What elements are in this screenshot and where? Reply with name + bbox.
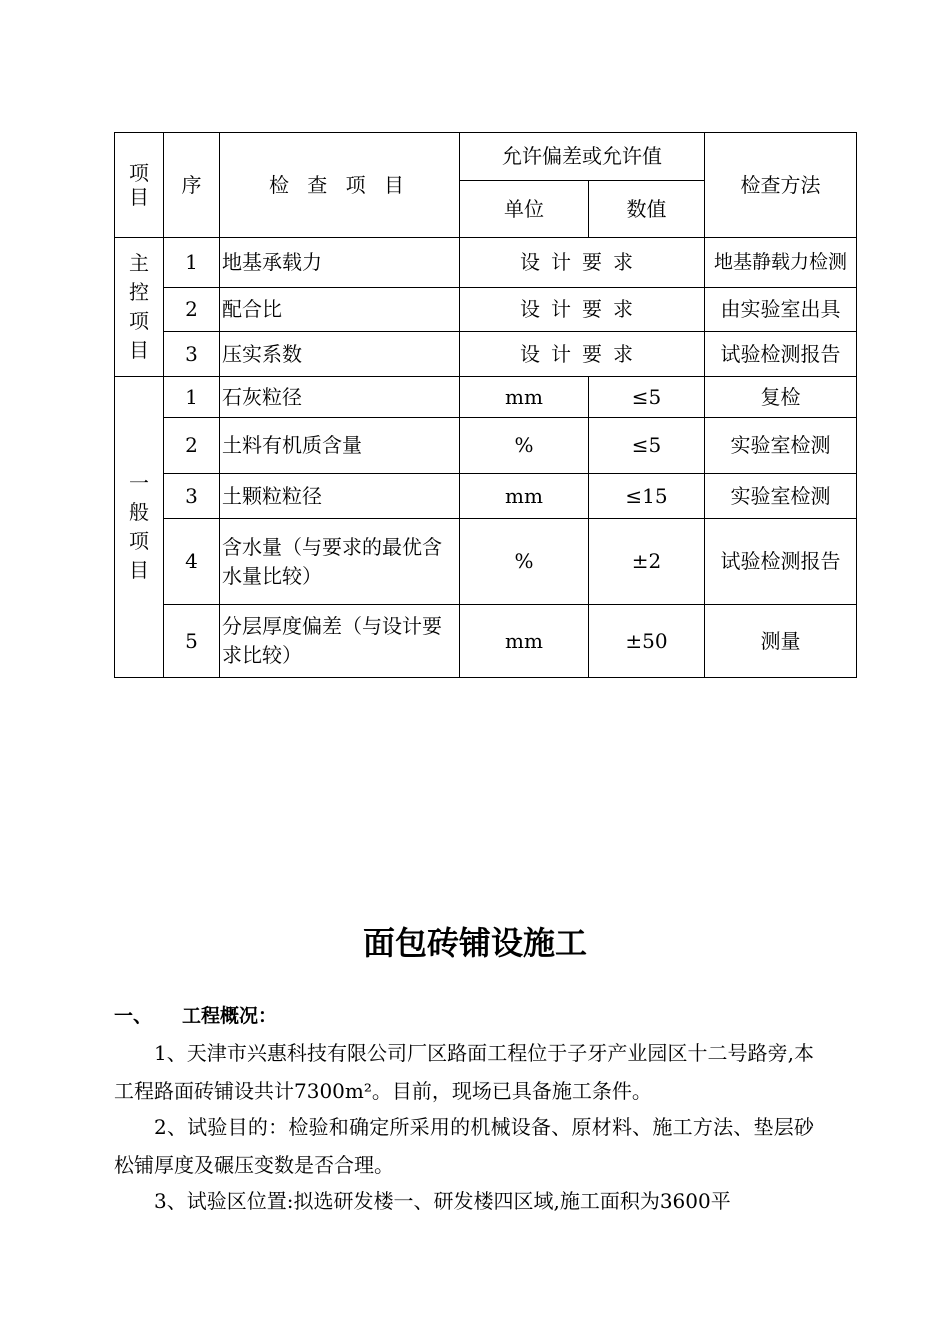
row-value: ≤5 [589, 418, 705, 474]
header-tolerance: 允许偏差或允许值 [460, 133, 705, 181]
row-item: 分层厚度偏差（与设计要求比较） [220, 605, 460, 678]
row-value: ≤5 [589, 377, 705, 418]
row-unit: mm [460, 377, 589, 418]
table-row [115, 418, 857, 474]
row-item: 含水量（与要求的最优含水量比较） [220, 519, 460, 605]
row-item: 配合比 [220, 288, 460, 332]
row-item: 土料有机质含量 [220, 418, 460, 474]
header-item: 检 查 项 目 [220, 133, 460, 238]
header-seq: 序 [164, 133, 220, 238]
row-method: 试验检测报告 [705, 519, 857, 605]
header-category: 项目 [115, 133, 164, 238]
row-requirement: 设计要求 [460, 332, 705, 377]
row-method: 由实验室出具 [705, 288, 857, 332]
row-seq: 1 [164, 377, 220, 418]
document-title: 面包砖铺设施工 [362, 924, 587, 962]
table-row [115, 474, 857, 519]
table-row [115, 377, 857, 418]
row-method: 地基静载力检测 [705, 238, 857, 288]
row-seq: 1 [164, 238, 220, 288]
section-title: 工程概况： [182, 1005, 278, 1027]
header-unit: 单位 [460, 181, 589, 238]
row-seq: 2 [164, 288, 220, 332]
row-item: 压实系数 [220, 332, 460, 377]
row-method: 实验室检测 [705, 474, 857, 519]
table-header-row [115, 133, 857, 181]
row-unit: % [460, 519, 589, 605]
row-method: 实验室检测 [705, 418, 857, 474]
row-method: 试验检测报告 [705, 332, 857, 377]
row-item: 地基承载力 [220, 238, 460, 288]
header-method: 检查方法 [705, 133, 857, 238]
row-value: ≤15 [589, 474, 705, 519]
row-method: 测量 [705, 605, 857, 678]
row-value: ±2 [589, 519, 705, 605]
row-value: ±50 [589, 605, 705, 678]
table-row [115, 519, 857, 605]
section-heading [114, 1001, 277, 1028]
row-requirement: 设计要求 [460, 288, 705, 332]
row-unit: % [460, 418, 589, 474]
group-main-label: 主控项目 [115, 238, 164, 377]
row-method: 复检 [705, 377, 857, 418]
inspection-table [114, 132, 857, 678]
table-row [115, 605, 857, 678]
row-requirement: 设计要求 [460, 238, 705, 288]
row-seq: 5 [164, 605, 220, 678]
row-item: 石灰粒径 [220, 377, 460, 418]
paragraph-2: 2、试验目的：检验和确定所采用的机械设备、原材料、施工方法、垫层砂松铺厚度及碾压变数是否合理。 [114, 1115, 814, 1177]
table-row [115, 238, 857, 288]
row-seq: 3 [164, 474, 220, 519]
row-seq: 3 [164, 332, 220, 377]
group-general-label: 一般项目 [115, 377, 164, 678]
table-row [115, 332, 857, 377]
paragraph-1: 1、天津市兴惠科技有限公司厂区路面工程位于子牙产业园区十二号路旁,本工程路面砖铺设共计7300m²。目前，现场已具备施工条件。 [114, 1041, 814, 1103]
row-item: 土颗粒粒径 [220, 474, 460, 519]
row-seq: 4 [164, 519, 220, 605]
section-number: 一、 [114, 1005, 153, 1027]
row-unit: mm [460, 605, 589, 678]
row-unit: mm [460, 474, 589, 519]
header-value: 数值 [589, 181, 705, 238]
row-seq: 2 [164, 418, 220, 474]
table-row [115, 288, 857, 332]
paragraph-3: 3、试验区位置:拟选研发楼一、研发楼四区域,施工面积为3600平 [154, 1189, 731, 1213]
